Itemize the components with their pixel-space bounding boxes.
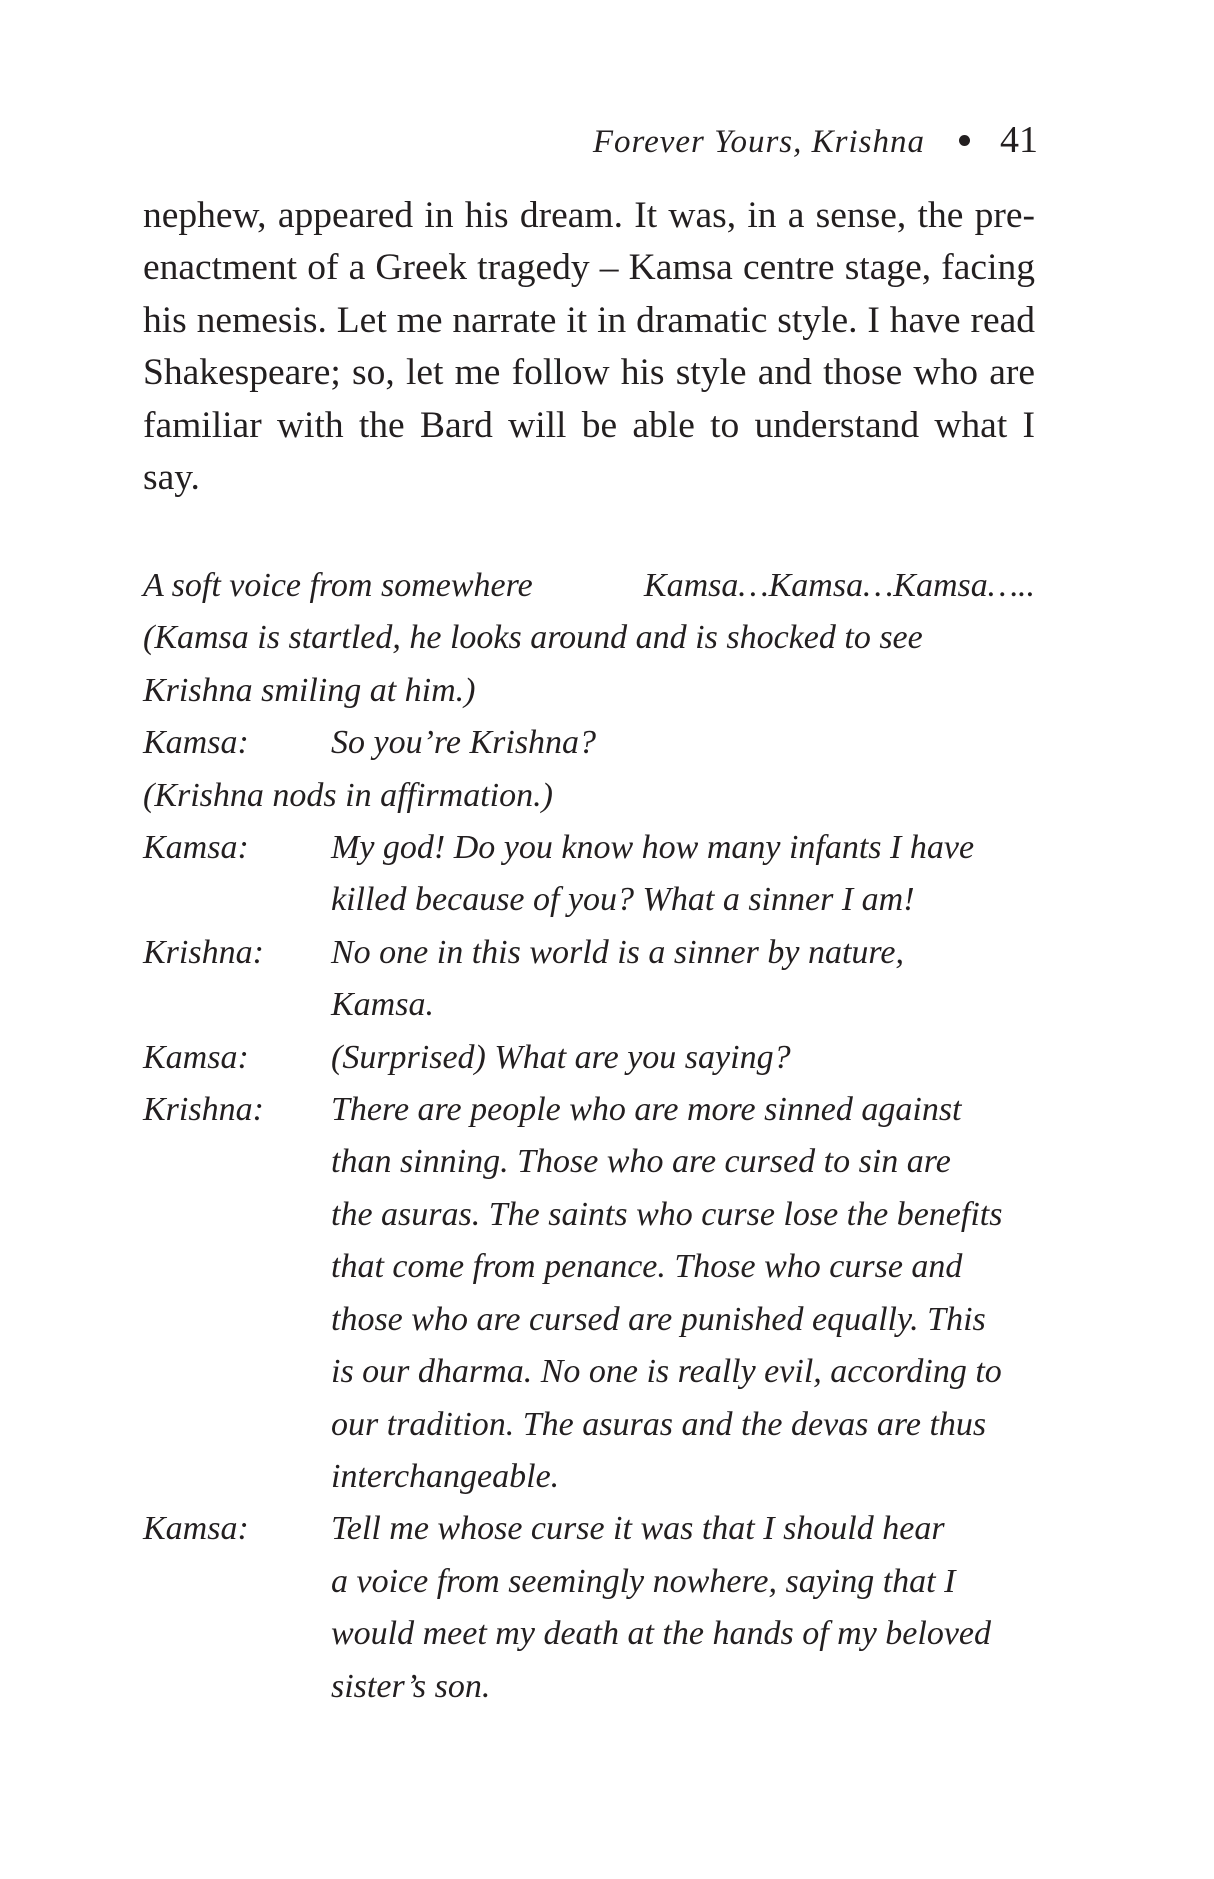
dialogue-entry xyxy=(143,1084,1043,1503)
speech-line: the asuras. The saints who curse lose the benefits xyxy=(331,1195,1003,1233)
stage-direction: (Kamsa is startled, he looks around and is shocked to see xyxy=(143,619,923,657)
bullet-icon xyxy=(959,135,970,146)
speech-line: our tradition. The asuras and the devas are thus xyxy=(331,1405,987,1443)
speech-line: interchangeable. xyxy=(331,1457,560,1495)
voice-label: A soft voice from somewhere xyxy=(143,567,533,604)
speech-line: So you’re Krishna? xyxy=(331,724,597,762)
stage-direction: (Krishna nods in affirmation.) xyxy=(143,776,553,814)
speech-line: My god! Do you know how many infants I have xyxy=(331,829,975,867)
speaker-name: Krishna: xyxy=(143,1091,264,1129)
speech xyxy=(331,1084,1031,1503)
speech-line: Tell me whose curse it was that I should hear xyxy=(331,1510,945,1548)
speaker-name: Kamsa: xyxy=(143,829,249,867)
dialogue-entry xyxy=(143,927,1043,1032)
speech xyxy=(331,1032,1031,1084)
speaker-name: Kamsa: xyxy=(143,724,249,762)
speech xyxy=(331,1503,1031,1713)
page-number: 41 xyxy=(1000,119,1038,161)
speech-line: sister’s son. xyxy=(331,1667,491,1705)
dialogue-entry xyxy=(143,1503,1043,1713)
speech-line: There are people who are more sinned against xyxy=(331,1091,962,1129)
speech-line: a voice from seemingly nowhere, saying that I xyxy=(331,1562,956,1600)
body-paragraph: nephew, appeared in his dream. It was, in a sense, the pre-enactment of a Greek tragedy – Kamsa centre stage, facing his nemesis. Let me narrate it in dramatic style. I have read Shakespeare; so, let me follow his style and those who are familiar with the Bard will be able to understand what I say. xyxy=(143,195,1035,499)
dialogue-entry xyxy=(143,717,1043,769)
speaker-name: Krishna: xyxy=(143,933,264,971)
voice-text: Kamsa…Kamsa…Kamsa….. xyxy=(643,567,1035,604)
voice-line xyxy=(143,560,1035,612)
stage-direction: Krishna smiling at him.) xyxy=(143,671,476,709)
dialogue-script xyxy=(143,560,1043,1713)
speech-line: No one in this world is a sinner by nature, xyxy=(331,933,904,971)
speech-line: than sinning. Those who are cursed to sin are xyxy=(331,1143,951,1181)
speaker-name: Kamsa: xyxy=(143,1038,249,1076)
dialogue-entry xyxy=(143,822,1043,927)
speech-line: is our dharma. No one is really evil, according to xyxy=(331,1353,1002,1391)
speech-line: (Surprised) What are you saying? xyxy=(331,1038,791,1076)
dialogue-entry xyxy=(143,1032,1043,1084)
running-head-title: Forever Yours, Krishna xyxy=(592,124,925,160)
speech-line: those who are cursed are punished equally. This xyxy=(331,1300,986,1338)
speaker-name: Kamsa: xyxy=(143,1510,249,1548)
speech xyxy=(331,822,1031,927)
speech-line: Kamsa. xyxy=(331,986,434,1024)
running-head xyxy=(593,118,1038,162)
speech-line: that come from penance. Those who curse and xyxy=(331,1248,963,1286)
speech-line: would meet my death at the hands of my beloved xyxy=(331,1615,992,1653)
speech xyxy=(331,717,1031,769)
speech xyxy=(331,927,1031,1032)
speech-line: killed because of you? What a sinner I am! xyxy=(331,881,915,919)
